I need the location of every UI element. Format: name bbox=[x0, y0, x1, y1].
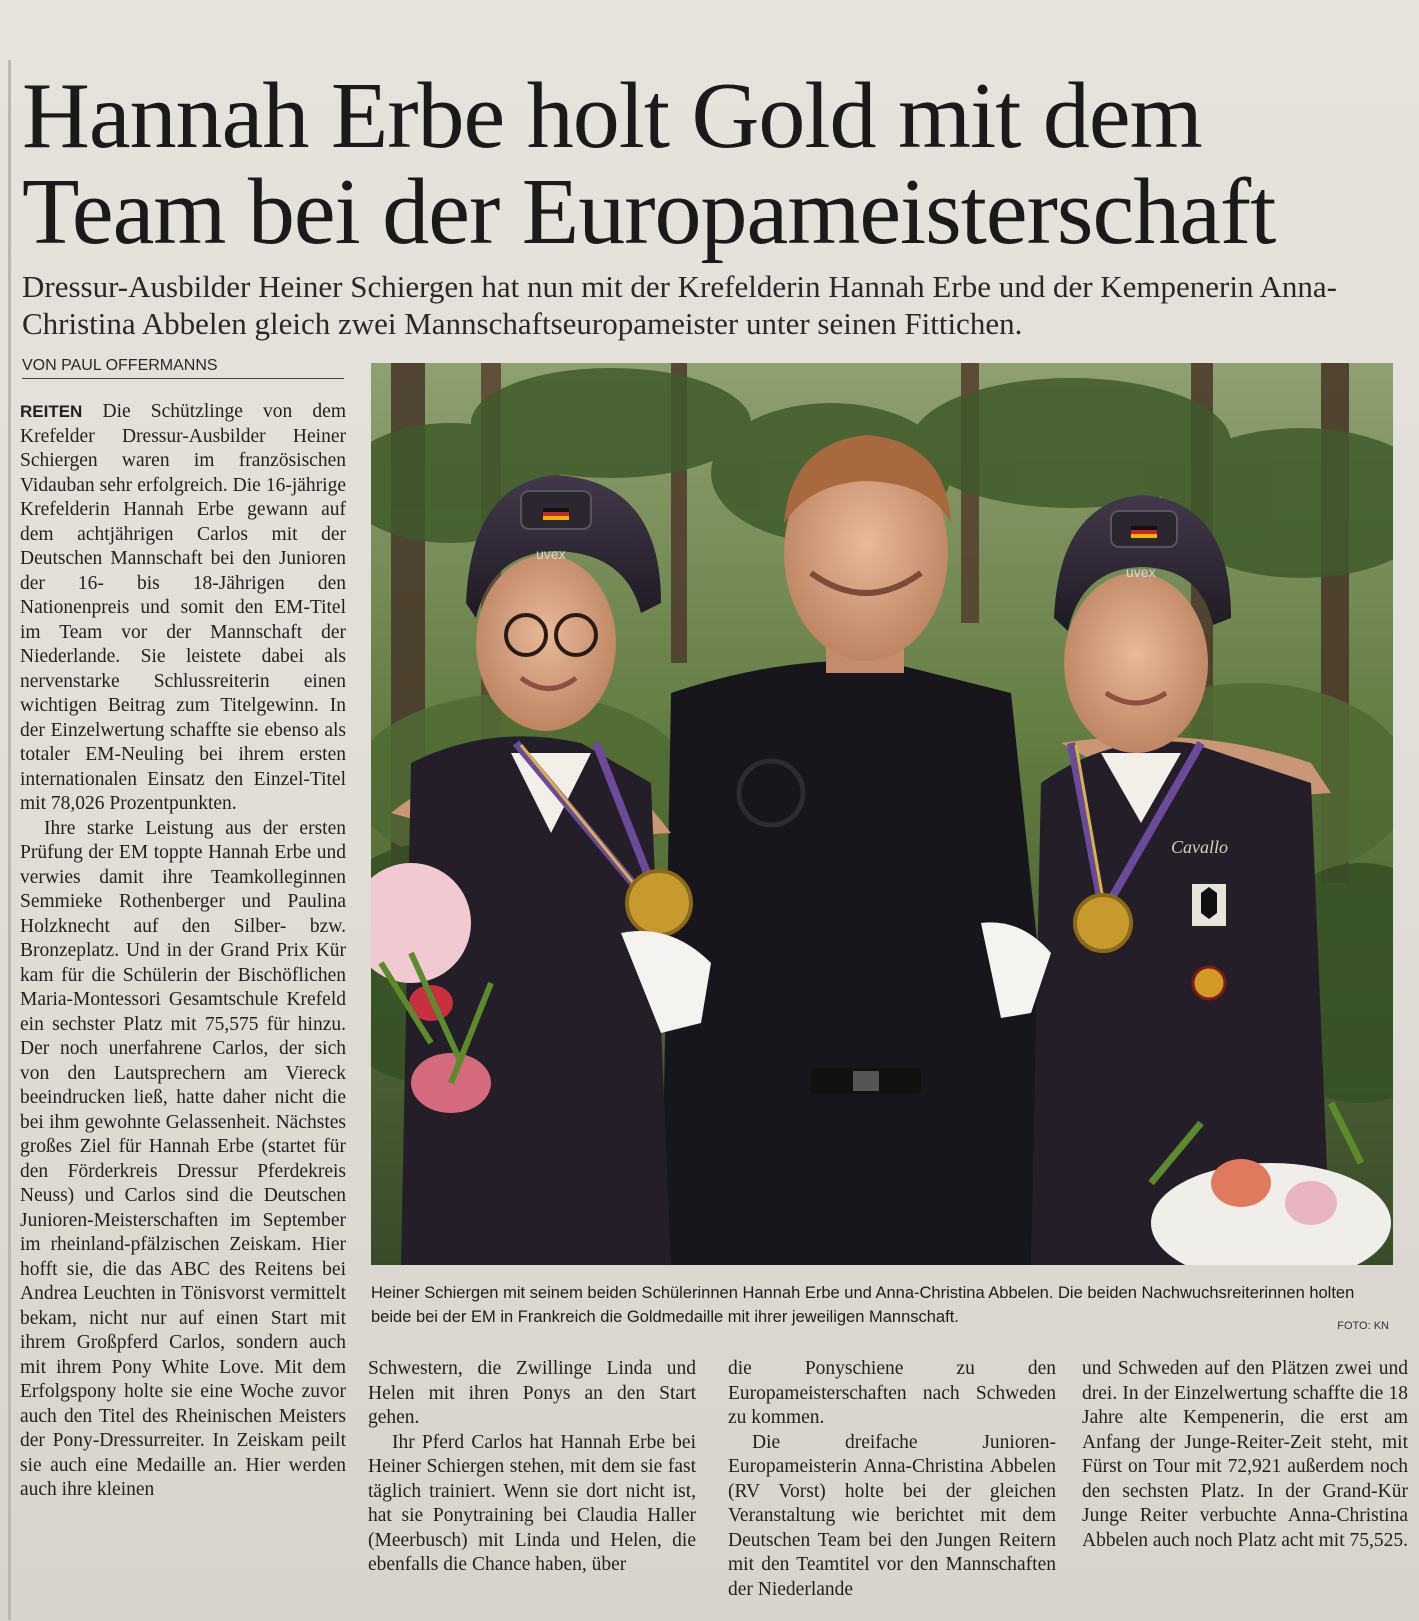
byline: VON PAUL OFFERMANNS bbox=[22, 357, 344, 379]
article-column-4 bbox=[1082, 1357, 1408, 1553]
article-column-2 bbox=[368, 1357, 696, 1578]
photo-caption: Heiner Schiergen mit seinem beiden Schülerinnen Hannah Erbe und Anna-Christina Abbelen. Die beiden Nachwuchsreiterinnen holten beide bei der EM in Frankreich die Goldmedaille mit ihrer jeweiligen Mannschaft. bbox=[371, 1284, 1355, 1326]
article-column-1 bbox=[20, 400, 346, 1503]
jacket-brand: Cavallo bbox=[1171, 837, 1228, 857]
helmet-brand-right: uvex bbox=[1126, 564, 1156, 580]
subheadline: Dressur-Ausbilder Heiner Schiergen hat nun mit der Krefelderin Hannah Erbe und der Kempenerin Anna-Christina Abbelen gleich zwei Mannschaftseuropameister unter seinen Fittichen. bbox=[22, 269, 1338, 341]
page-edge bbox=[8, 60, 11, 1620]
headline: Hannah Erbe holt Gold mit dem Team bei der Europameisterschaft bbox=[22, 64, 1276, 264]
photo-illustration bbox=[371, 363, 1393, 1265]
lead-paragraph bbox=[20, 400, 346, 817]
photo-credit: FOTO: KN bbox=[1337, 1320, 1389, 1332]
paragraph: Ihr Pferd Carlos hat Hannah Erbe bei Heiner Schiergen stehen, mit dem sie fast täglich trainiert. Wenn sie dort nicht ist, hat sie Ponytraining bei Claudia Haller (Meerbusch) mit Linda und Helen, die ebenfalls die Chance haben, über bbox=[368, 1431, 696, 1575]
paragraph: Schwestern, die Zwillinge Linda und Helen mit ihren Ponys an den Start gehen. bbox=[368, 1358, 696, 1428]
paragraph: Ihre starke Leistung aus der ersten Prüfung der EM toppte Hannah Erbe und verwies damit ihre Teamkolleginnen Semmieke Rothenberger und Paulina Holzknecht auf den Silber- bzw. Bronzeplatz. Und in der Grand Prix Kür kam für die Schülerin der Bischöflichen Maria-Montessori Gesamtschule Krefeld ein sechster Platz mit 75,575 für hinzu. Der noch unerfahrene Carlos, der sich von den Lautsprechern am Viereck beeindrucken ließ, hatte daher nicht die bei ihm gewohnte Gelassenheit. Nächstes großes Ziel für Hannah Erbe (startet für den Förderkreis Dressur Pferdekreis Neuss) und Carlos sind die Deutschen Junioren-Meisterschaften im September im rheinland-pfälzischen Zeiskam. Hier hofft sie, die das ABC des Reitens bei Andrea Leuchten in Tönisvorst vermittelt bekam, nicht nur auf einen Start mit ihrem Großpferd Carlos, sondern auch mit ihrem Pony White Love. Mit dem Erfolgspony holte sie eine Woche zuvor auch den Titel des Rheinischen Meisters der Pony-Dressurreiter. In Zeiskam peilt sie auch eine Medaille an. Hier werden auch ihre kleinen bbox=[20, 817, 346, 1500]
paragraph: Die dreifache Junioren-Europameisterin Anna-Christina Abbelen (RV Vorst) holte bei der gleichen Veranstaltung wie berichtet mit dem Deutschen Team bei den Jungen Reitern mit den Teamtitel vor den Mannschaften der Niederlande bbox=[728, 1431, 1056, 1600]
article-column-3 bbox=[728, 1357, 1056, 1602]
article-photo bbox=[371, 363, 1393, 1265]
section-kicker: REITEN bbox=[20, 402, 83, 421]
paragraph: die Ponyschiene zu den Europameisterschaften nach Schweden zu kommen. bbox=[728, 1358, 1056, 1428]
lead-text: Die Schützlinge von dem Krefelder Dressur-Ausbilder Heiner Schiergen waren im französischen Vidauban sehr erfolgreich. Die 16-jährige Krefelderin Hannah Erbe gewann auf dem achtjährigen Carlos mit der Deutschen Mannschaft bei den Junioren der 16- bis 18-Jährigen den Nationenpreis und somit den EM-Titel im Team vor der Mannschaft der Niederlande. Sie leistete dabei als nervenstarke Schlussreiterin einen wichtigen Beitrag zum Titelgewinn. In der Einzelwertung schaffte sie ebenso als totaler EM-Neuling bei ihrem ersten internationalen Einsatz den Einzel-Titel mit 78,026 Prozentpunkten. bbox=[20, 401, 346, 814]
helmet-brand-left: uvex bbox=[536, 546, 566, 562]
paragraph: und Schweden auf den Plätzen zwei und drei. In der Einzelwertung schaffte die 18 Jahre alte Kempenerin, die erst am Anfang der Junge-Reiter-Zeit steht, mit Fürst on Tour mit 72,921 außerdem noch den sechsten Platz. In der Grand-Kür Junge Reiter verbuchte Anna-Christina Abbelen auch noch Platz acht mit 75,525. bbox=[1082, 1358, 1408, 1551]
